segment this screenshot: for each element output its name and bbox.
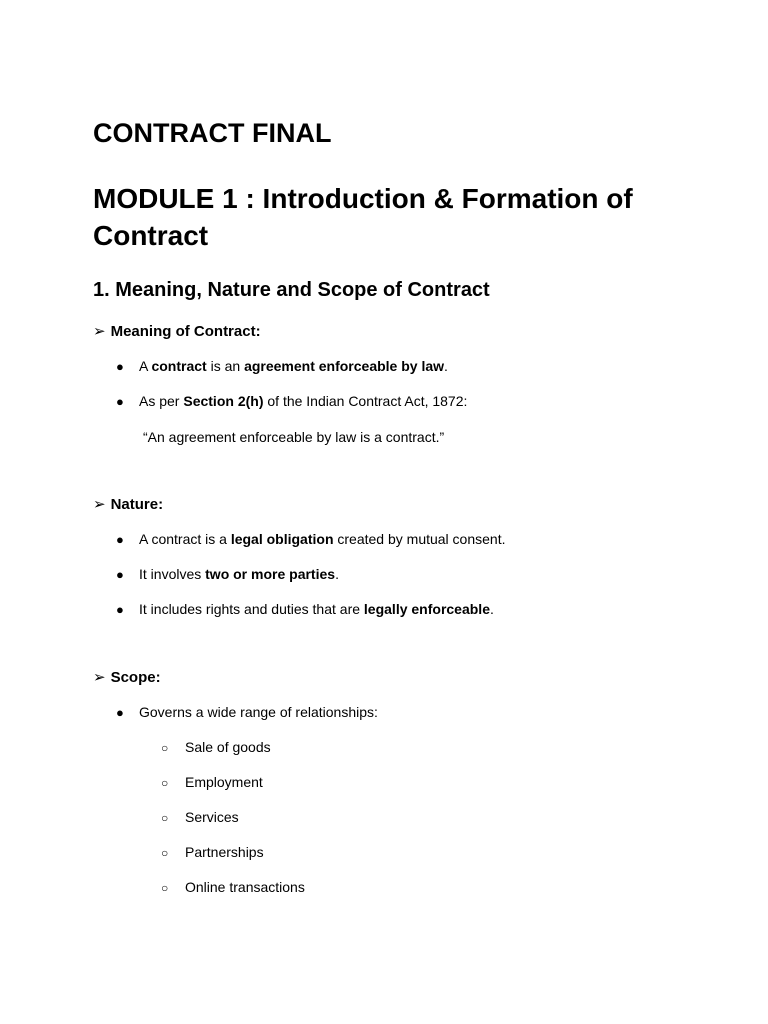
circle-bullet-icon: ○ (161, 881, 169, 895)
bullet-icon: ● (116, 394, 124, 409)
bullet-icon: ● (116, 602, 124, 617)
nature-bullet-2: It involves two or more parties. (139, 566, 339, 582)
document-title: CONTRACT FINAL (93, 118, 332, 148)
circle-bullet-icon: ○ (161, 811, 169, 825)
scope-subitem: Partnerships (185, 844, 264, 860)
meaning-heading-text: Meaning of Contract: (110, 323, 261, 340)
meaning-subheading (93, 322, 261, 342)
module-heading: MODULE 1 : Introduction & Formation of Contract (93, 183, 633, 251)
bullet-icon: ● (116, 532, 124, 547)
circle-bullet-icon: ○ (161, 776, 169, 790)
bullet-icon: ● (116, 359, 124, 374)
nature-heading-text: Nature: (110, 496, 164, 513)
circle-bullet-icon: ○ (161, 741, 169, 755)
scope-heading-text: Scope: (110, 669, 161, 686)
definition-quote: “An agreement enforceable by law is a contract.” (143, 429, 445, 445)
section-heading: 1. Meaning, Nature and Scope of Contract (93, 279, 490, 301)
nature-bullet-3: It includes rights and duties that are legally enforceable. (139, 601, 494, 617)
scope-subitem: Sale of goods (185, 739, 271, 755)
scope-bullet-1: Governs a wide range of relationships: (139, 704, 378, 720)
bullet-icon: ● (116, 705, 124, 720)
arrow-bullet-icon: ➢ (93, 669, 106, 686)
arrow-bullet-icon: ➢ (93, 496, 106, 513)
nature-subheading (93, 495, 163, 515)
nature-bullet-1: A contract is a legal obligation created by mutual consent. (139, 531, 506, 547)
bullet-icon: ● (116, 567, 124, 582)
meaning-bullet-2: As per Section 2(h) of the Indian Contract Act, 1872: (139, 393, 468, 409)
scope-subitem: Online transactions (185, 879, 305, 895)
scope-subitem: Services (185, 809, 239, 825)
circle-bullet-icon: ○ (161, 846, 169, 860)
scope-subheading (93, 668, 161, 688)
arrow-bullet-icon: ➢ (93, 323, 106, 340)
meaning-bullet-1: A contract is an agreement enforceable by law. (139, 358, 448, 374)
scope-subitem: Employment (185, 774, 263, 790)
